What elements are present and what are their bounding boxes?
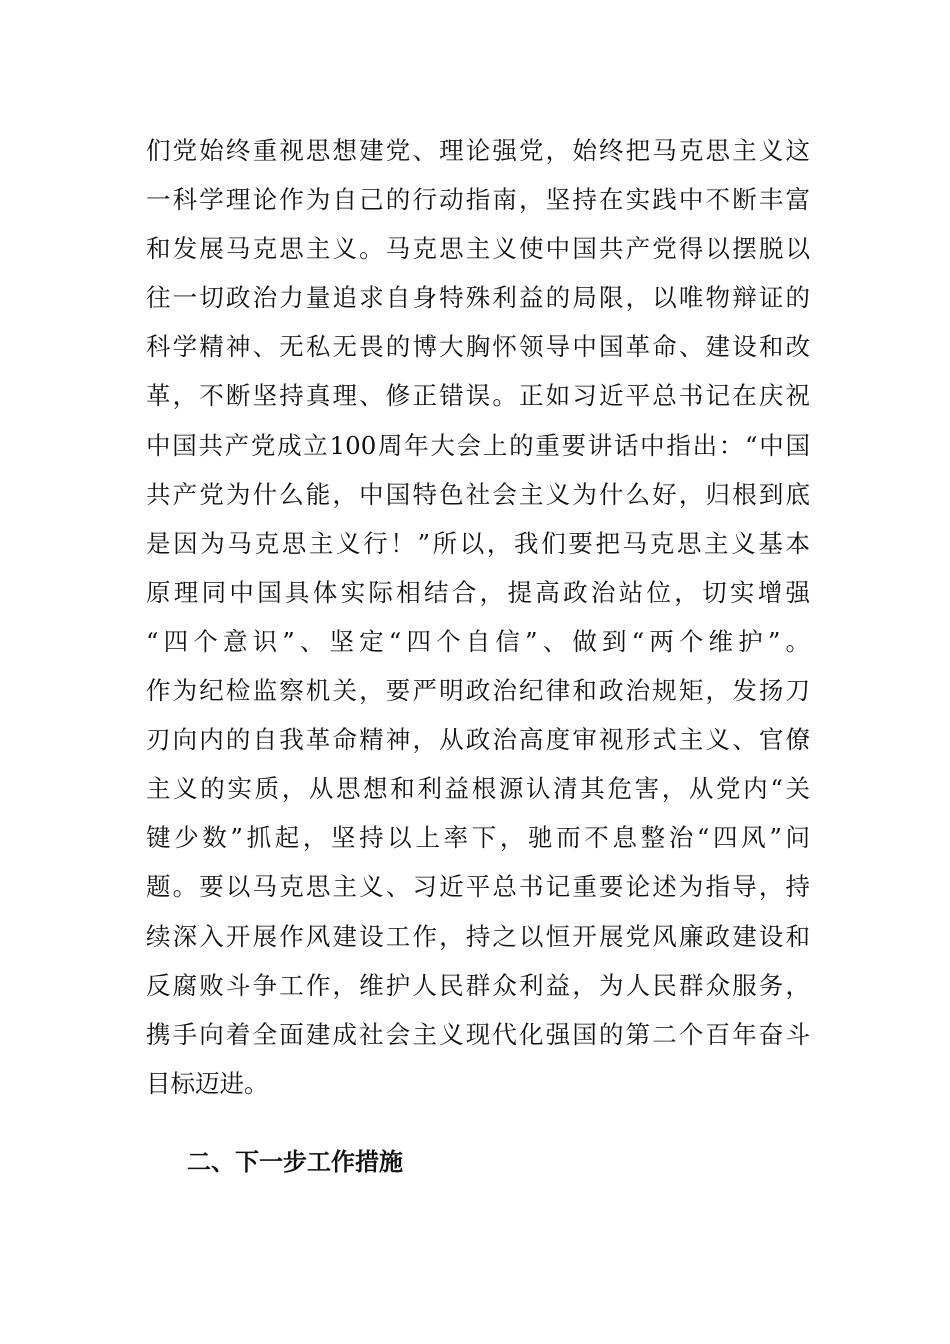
paragraph-line: “四个意识”、坚定“四个自信”、做到“两个维护”。 [146, 626, 810, 656]
paragraph-line: 目标迈进。 [146, 1068, 269, 1098]
paragraph-line: 中国共产党成立100周年大会上的重要讲话中指出：“中国 [146, 430, 810, 460]
section-heading: 二、下一步工作措施 [187, 1148, 403, 1176]
paragraph-line: 主义的实质，从思想和利益根源认清其危害，从党内“关 [146, 774, 810, 804]
paragraph-line: 原理同中国具体实际相结合，提高政治站位，切实增强 [146, 577, 810, 607]
body-paragraph [146, 126, 810, 1108]
paragraph-line: 反腐败斗争工作，维护人民群众利益，为人民群众服务， [146, 970, 810, 1000]
paragraph-line: 科学精神、无私无畏的博大胸怀领导中国革命、建设和改 [146, 332, 810, 362]
paragraph-line: 和发展马克思主义。马克思主义使中国共产党得以摆脱以 [146, 234, 810, 264]
paragraph-line: 作为纪检监察机关，要严明政治纪律和政治规矩，发扬刀 [146, 676, 810, 706]
paragraph-line: 共产党为什么能，中国特色社会主义为什么好，归根到底 [146, 479, 810, 509]
paragraph-line: 携手向着全面建成社会主义现代化强国的第二个百年奋斗 [146, 1019, 810, 1049]
paragraph-line: 革，不断坚持真理、修正错误。正如习近平总书记在庆祝 [146, 381, 810, 411]
paragraph-line: 刃向内的自我革命精神，从政治高度审视形式主义、官僚 [146, 725, 810, 755]
paragraph-line: 往一切政治力量追求自身特殊利益的局限，以唯物辩证的 [146, 283, 810, 313]
paragraph-line: 是因为马克思主义行！”所以，我们要把马克思主义基本 [146, 528, 810, 558]
paragraph-line: 一科学理论作为自己的行动指南，坚持在实践中不断丰富 [146, 185, 810, 215]
paragraph-line: 键少数”抓起，坚持以上率下，驰而不息整治“四风”问 [146, 823, 810, 853]
paragraph-line: 续深入开展作风建设工作，持之以恒开展党风廉政建设和 [146, 921, 810, 951]
paragraph-line: 题。要以马克思主义、习近平总书记重要论述为指导，持 [146, 872, 810, 902]
paragraph-line: 们党始终重视思想建党、理论强党，始终把马克思主义这 [146, 136, 810, 165]
